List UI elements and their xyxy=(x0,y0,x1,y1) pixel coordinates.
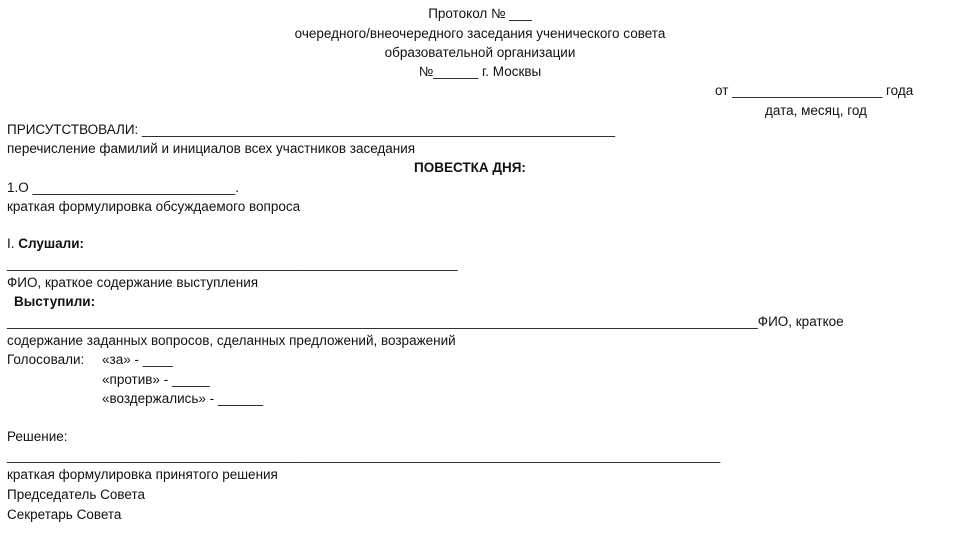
spoke-caption: содержание заданных вопросов, сделанных предложений, возражений xyxy=(7,333,456,348)
date-line: от ____________________ года xyxy=(715,83,914,98)
vote-for: «за» - ____ xyxy=(102,352,173,367)
attendees-label: ПРИСУТСТВОВАЛИ: _______________________________________________________________ xyxy=(7,122,616,137)
spoke-label: Выступили: xyxy=(14,294,96,309)
vote-against: «против» - _____ xyxy=(102,372,210,387)
attendees-caption: перечисление фамилий и инициалов всех участников заседания xyxy=(7,141,416,156)
secretary-signature: Секретарь Совета xyxy=(7,507,122,522)
decision-label: Решение: xyxy=(7,429,68,444)
heard-label: Слушали: xyxy=(18,236,85,251)
number-city-line: №______ г. Москвы xyxy=(418,64,542,79)
chair-signature: Председатель Совета xyxy=(7,487,145,502)
heard-line: ____________________________________________________________ xyxy=(7,256,458,271)
decision-line: _______________________________________________________________________________________________ xyxy=(7,448,721,463)
agenda-item: 1.О ___________________________. xyxy=(7,180,239,195)
agenda-caption: краткая формулировка обсуждаемого вопроса xyxy=(7,199,301,214)
spoke-line: ____________________________________________________________________________________________________ФИО, краткое xyxy=(7,314,844,329)
heard-caption: ФИО, краткое содержание выступления xyxy=(7,275,259,290)
heard-heading xyxy=(7,236,84,252)
heard-prefix: I. xyxy=(7,236,19,251)
decision-caption: краткая формулировка принятого решения xyxy=(7,467,278,482)
date-caption: дата, месяц, год xyxy=(765,103,867,118)
vote-abstain: «воздержались» - ______ xyxy=(102,391,263,406)
organization-line: образовательной организации xyxy=(384,45,576,60)
protocol-title: Протокол № ___ xyxy=(428,6,532,21)
meeting-type-line: очередного/внеочередного заседания ученического совета xyxy=(294,26,666,41)
vote-label: Голосовали: xyxy=(7,352,85,367)
agenda-title: ПОВЕСТКА ДНЯ: xyxy=(414,160,526,175)
